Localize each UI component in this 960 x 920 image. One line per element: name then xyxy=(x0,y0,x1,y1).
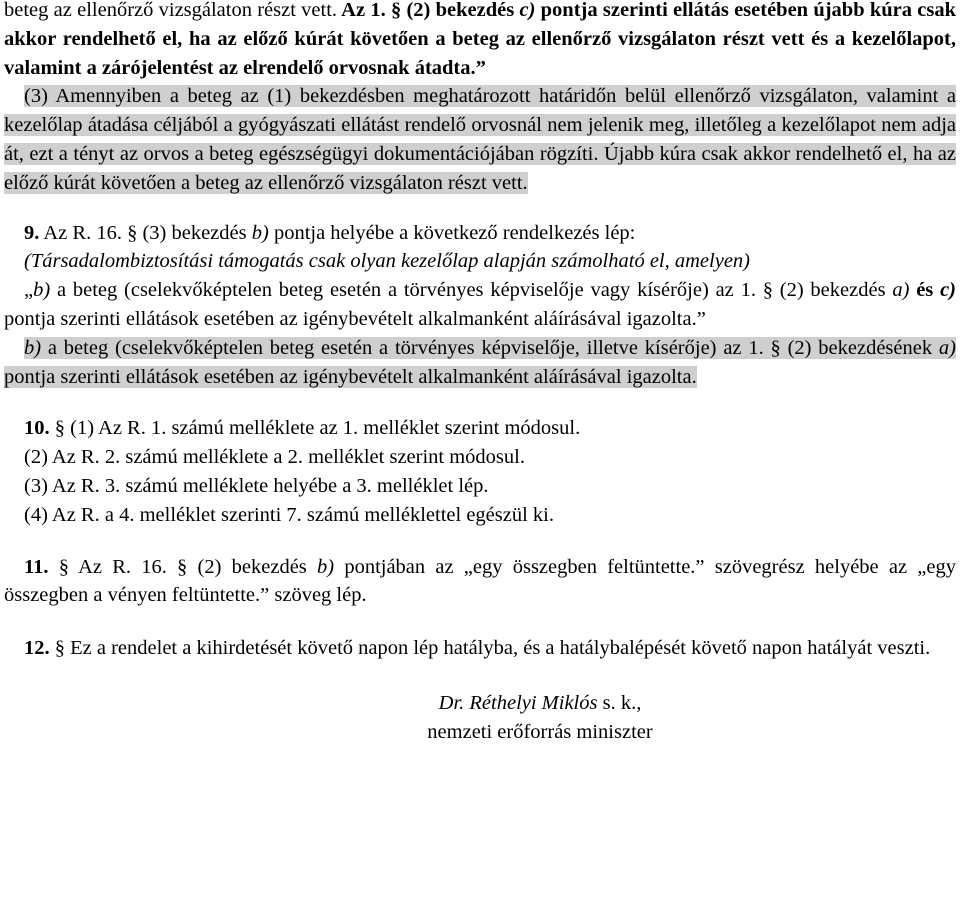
section-9-old-b-text1: a beteg (cselekvőképtelen beteg esetén a törvényes képviselője, illetve kísérője) az 1. § (2) bekezdésének xyxy=(41,336,939,359)
section-9-b-a: a) xyxy=(892,279,910,302)
section-9-old-b xyxy=(4,334,956,392)
signature-title: nemzeti erőforrás miniszter xyxy=(427,720,653,743)
section-9-new-b xyxy=(4,276,956,334)
amend-top-bold-a: Az 1. § (2) bekezdés xyxy=(337,0,520,21)
spacer xyxy=(4,391,956,414)
section-9-number: 9. xyxy=(24,221,40,244)
section-9-b-text1: a beteg (cselekvőképtelen beteg esetén a törvényes képviselője vagy kísérője) az 1. § (2) bekezdés xyxy=(50,279,893,302)
section-10-item-2-text: (2) Az R. 2. számú melléklete a 2. melléklet szerint módosul. xyxy=(24,446,525,469)
document-page xyxy=(4,0,956,747)
section-9-old-b-highlight xyxy=(4,337,956,388)
section-9-intro xyxy=(4,219,956,248)
signature-title-line xyxy=(124,718,956,747)
section-9-b-c: c) xyxy=(940,279,956,302)
section-9-intro-a: Az R. 16. § (3) bekezdés xyxy=(39,221,252,244)
section-12-number: 12. xyxy=(24,637,50,660)
section-9-old-b-label: b) xyxy=(24,336,42,359)
section-12 xyxy=(4,634,956,663)
section-11-text-b: pontjában az „egy összegben feltüntette.” szövegrész helyébe az „egy összegben a vényen feltüntette.” szöveg lép. xyxy=(4,555,956,607)
section-11-text-italic: b) xyxy=(317,555,335,578)
section-9-old-b-text2: pontja szerinti ellátások esetében az igénybevételt alkalmanként aláírásával igazolta. xyxy=(4,365,697,388)
section-10-number: 10. xyxy=(24,417,50,440)
spacer xyxy=(4,198,956,219)
amend-top-bold-b: pontja szerinti ellátás esetében újabb kúra csak akkor rendelhető el, ha az előző kúrát követően a beteg az ellenőrző vizsgálaton részt vett és a kezelőlapot, valamint a zárójelentést az elrendelő orvosnak átadta.” xyxy=(4,0,956,79)
section-11 xyxy=(4,553,956,611)
signature-name: Dr. Réthelyi Miklós xyxy=(438,691,598,714)
section-9-heading xyxy=(4,247,956,276)
section-10-item-1 xyxy=(4,414,956,443)
section-9-intro-italic: b) xyxy=(251,221,269,244)
section-9-quote-open: „ xyxy=(24,279,34,302)
section-9-heading-text: (Társadalombiztosítási támogatás csak olyan kezelőlap alapján számolható el, amelyen) xyxy=(24,250,750,273)
section-9-intro-b: pontja helyébe a következő rendelkezés lép: xyxy=(268,221,636,244)
section-10-item-3 xyxy=(4,472,956,501)
spacer xyxy=(4,663,956,689)
amend-top-bold-italic: c) xyxy=(519,0,536,21)
section-9-b-text2: pontja szerinti ellátások esetében az igénybevételt alkalmanként aláírásával igazolta.” xyxy=(4,307,706,330)
section-10-item-4 xyxy=(4,501,956,530)
paragraph-3 xyxy=(4,82,956,197)
section-11-number: 11. xyxy=(24,555,49,578)
paragraph-3-text: (3) Amennyiben a beteg az (1) bekezdésben meghatározott határidőn belül ellenőrző vizsgálaton, valamint a kezelőlap átadása céljából a gyógyászati ellátást rendelő orvosnál nem jelenik meg, illetőleg a kezelőlapot nem adja át, ezt a tényt az orvos a beteg egészségügyi dokumentációjában rögzíti. Újabb kúra csak akkor rendelhető el, ha az előző kúrát követően a beteg az ellenőrző vizsgálaton részt vett. xyxy=(4,85,956,194)
section-10-item-2 xyxy=(4,443,956,472)
section-9-b-es: és xyxy=(909,279,941,302)
section-9-old-b-a: a) xyxy=(938,336,956,359)
section-10-item-3-text: (3) Az R. 3. számú melléklete helyébe a 3. melléklet lép. xyxy=(24,474,489,497)
section-9-b-label: b) xyxy=(33,279,51,302)
section-12-text: § Ez a rendelet a kihirdetését követő napon lép hatályba, és a hatálybalépését követő napon hatályát veszti. xyxy=(49,637,931,660)
section-10-item-1-text: § (1) Az R. 1. számú melléklete az 1. melléklet szerint módosul. xyxy=(49,417,581,440)
section-10-item-4-text: (4) Az R. a 4. melléklet szerinti 7. számú melléklettel egészül ki. xyxy=(24,503,554,526)
spacer xyxy=(4,530,956,553)
spacer xyxy=(4,610,956,634)
amend-top-paragraph xyxy=(4,0,956,82)
signature-suffix: s. k., xyxy=(597,691,642,714)
amend-top-plain: beteg az ellenőrző vizsgálaton részt vett. xyxy=(4,0,338,21)
signature-name-line xyxy=(124,689,956,718)
section-11-text-a: § Az R. 16. § (2) bekezdés xyxy=(48,555,318,578)
